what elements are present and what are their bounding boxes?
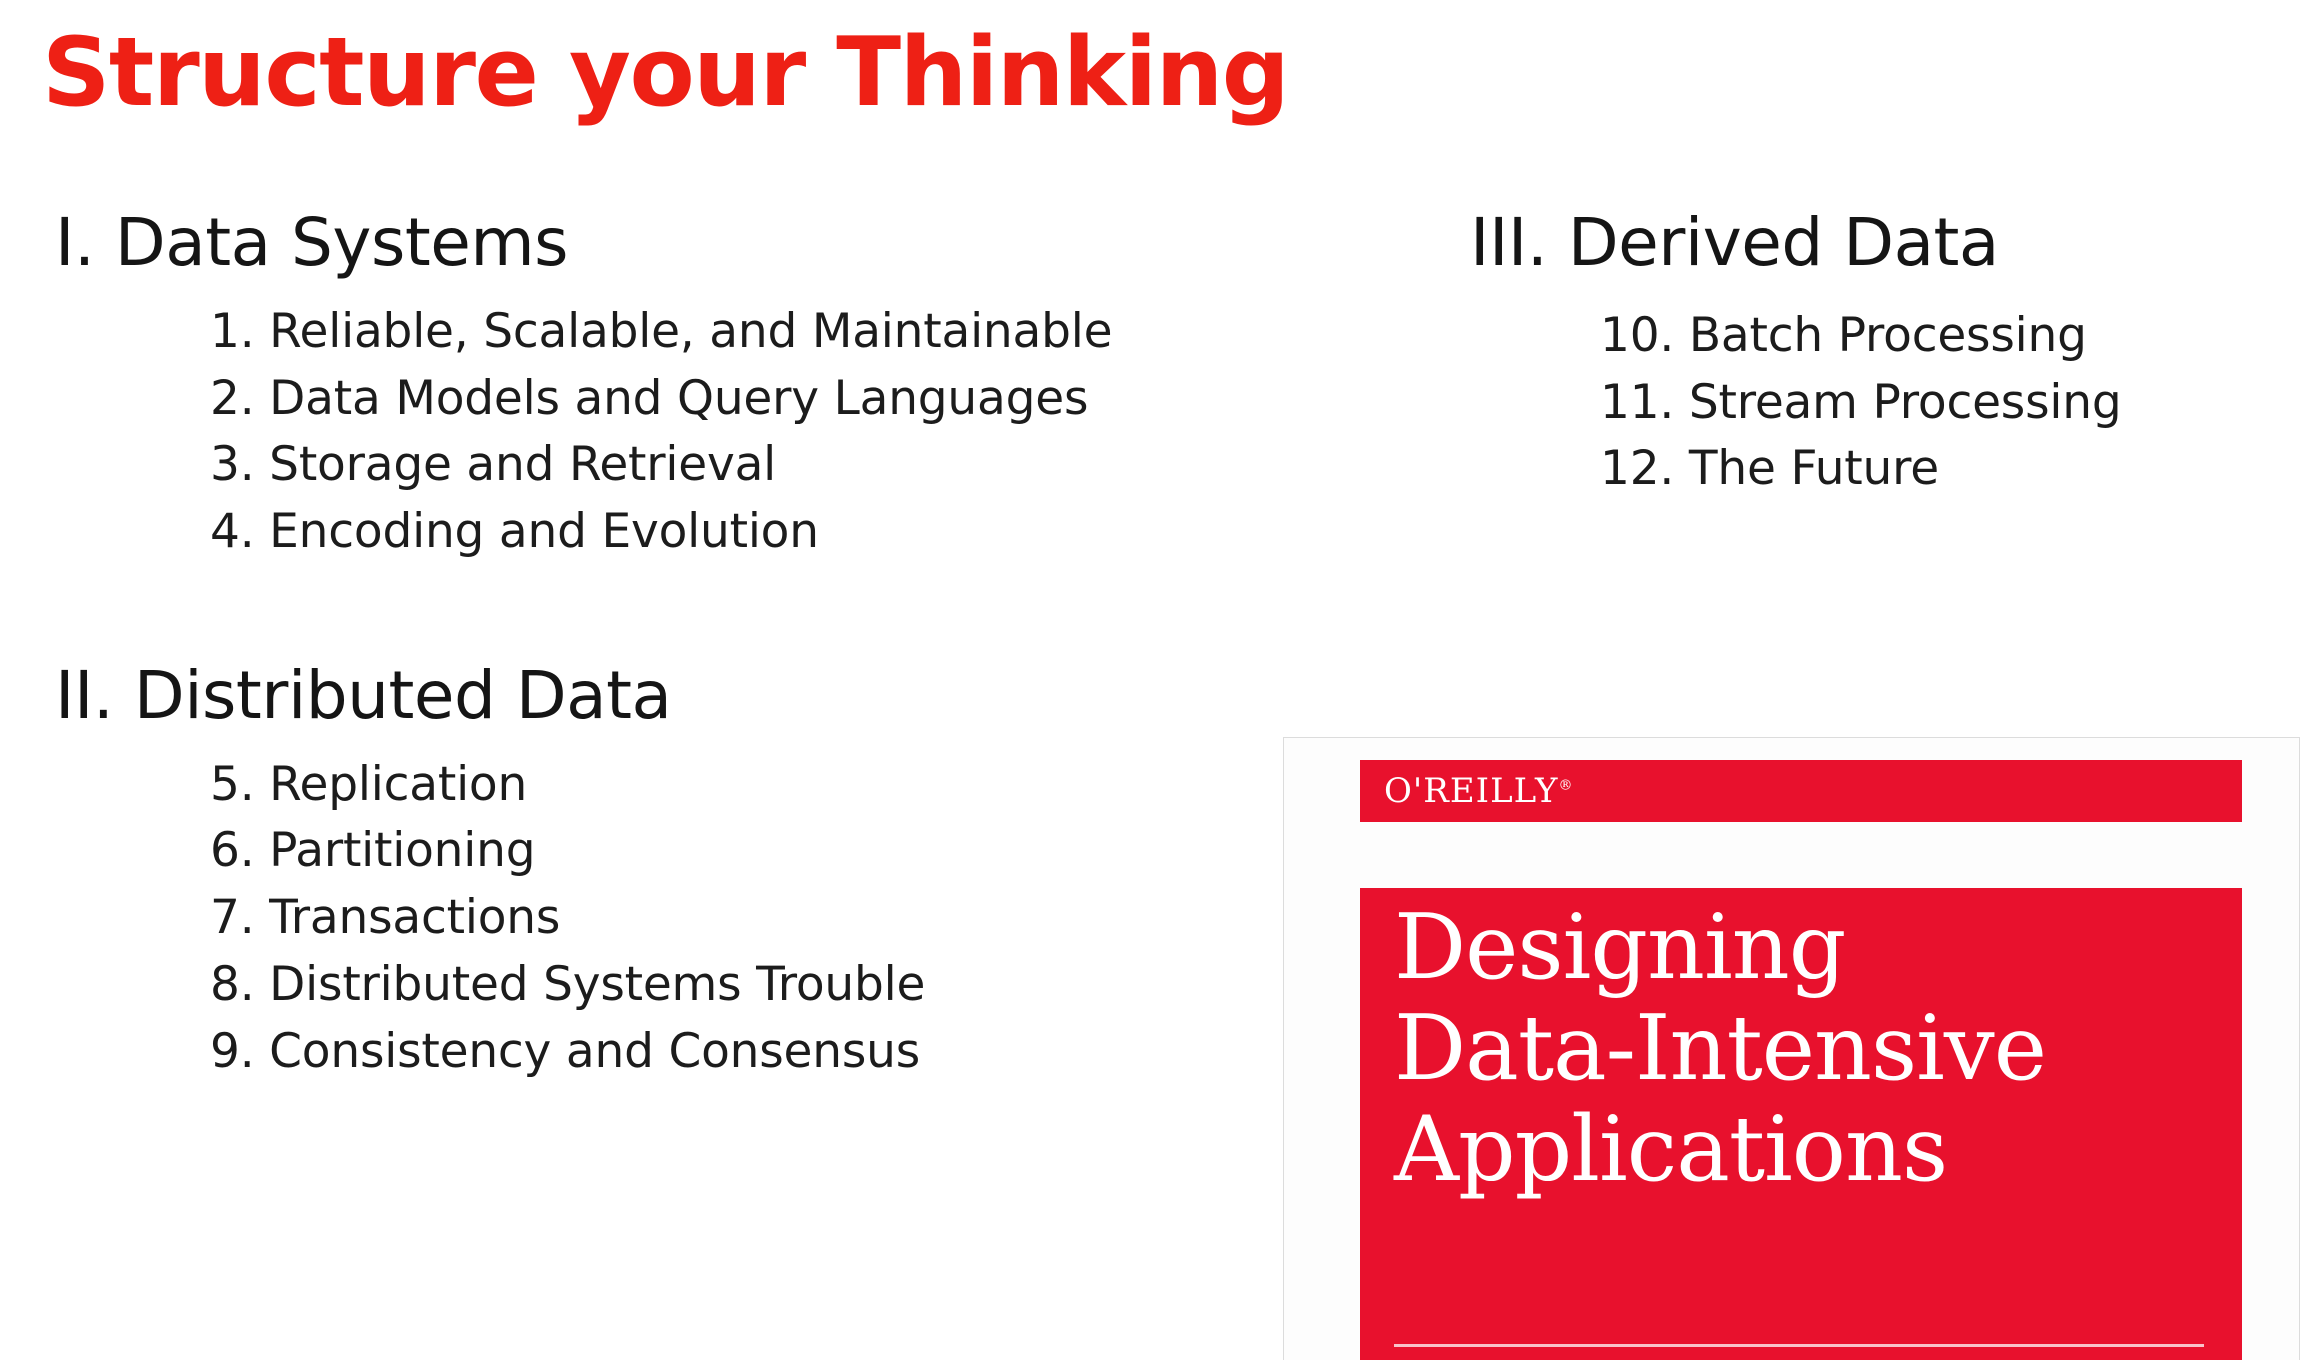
book-title-line-3: Applications (1394, 1096, 1948, 1202)
section-heading-data-systems: I. Data Systems (55, 204, 568, 281)
book-title (1394, 895, 2224, 1202)
publisher-name (1384, 771, 1574, 811)
list-item: 1. Reliable, Scalable, and Maintainable (210, 303, 1113, 359)
list-item: 2. Data Models and Query Languages (210, 370, 1089, 426)
section-spacer (55, 566, 1315, 658)
publisher-banner (1360, 760, 2242, 822)
chapter-list-derived-data (1470, 303, 2270, 503)
chapter-list-distributed-data (55, 752, 1315, 1086)
list-item: 10. Batch Processing (1600, 307, 2087, 363)
publisher-label: O'REILLY (1384, 771, 1559, 811)
list-item: 7. Transactions (210, 890, 561, 946)
section-heading-derived-data: III. Derived Data (1470, 204, 1999, 281)
book-title-line-1: Designing (1394, 895, 1846, 1000)
list-item: 8. Distributed Systems Trouble (210, 956, 926, 1012)
list-item: 4. Encoding and Evolution (210, 504, 819, 560)
cover-title-panel (1360, 888, 2242, 1360)
right-column (1470, 205, 2270, 503)
list-item: 9. Consistency and Consensus (210, 1023, 920, 1079)
book-cover-image (1283, 737, 2300, 1360)
list-item: 12. The Future (1600, 441, 1939, 497)
list-item: 6. Partitioning (210, 823, 536, 879)
book-title-line-2: Data-Intensive (1394, 995, 2047, 1101)
chapter-list-data-systems (55, 299, 1315, 566)
list-item: 11. Stream Processing (1600, 374, 2122, 430)
list-item: 3. Storage and Retrieval (210, 437, 777, 493)
left-column (55, 205, 1315, 1085)
page-title: Structure your Thinking (42, 18, 1289, 128)
section-heading-distributed-data: II. Distributed Data (55, 656, 672, 734)
registered-trademark-icon: ® (1558, 777, 1574, 794)
list-item: 5. Replication (210, 756, 528, 812)
cover-divider (1394, 1344, 2204, 1347)
